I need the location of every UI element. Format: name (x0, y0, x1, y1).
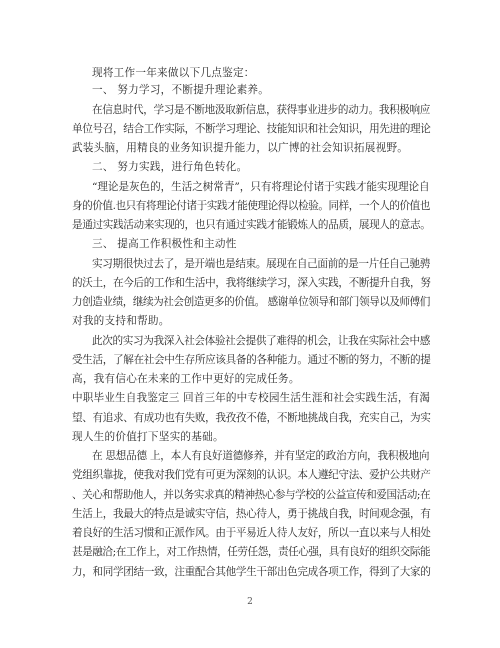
text-line: 现人生的价值打下坚实的基础。 (72, 431, 224, 443)
section-heading: 一、 努力学习，不断提升理论素养。 (92, 84, 270, 96)
text-line: 着良好的生活习惯和正派作风。由于平易近人待人友好，所以一直以来与人相处 (72, 527, 431, 539)
text-line: 在 思想品德 上，本人有良好道德修养，并有坚定的政治方向，我积极地向 (92, 450, 430, 462)
text-line: 的沃土，在今后的工作和生活中，我将继续学习，深入实践，不断提升自我，努 (72, 277, 431, 289)
text-line: 党组织靠拢，使我对我们党有可更为深刻的认识。本人遵纪守法、爱护公共财产 (72, 469, 431, 481)
text-line: 受生活，了解在社会中生存所应该具备的各种能力。通过不断的努力，不断的提 (72, 354, 431, 366)
section-heading: 三、 提高工作积极性和主动性 (92, 238, 237, 250)
text-line: 力，和同学团结一致，注重配合其他学生干部出色完成各项工作，得到了大家的 (72, 566, 431, 578)
section-title: 中职毕业生自我鉴定三 回首三年的中专校园生活生涯和社会实践生活，有渴 (72, 392, 431, 404)
text-line: 甚是融洽;在工作上，对工作热情，任劳任怨，责任心强，具有良好的组织交际能 (72, 546, 431, 558)
page-number: 2 (247, 597, 253, 607)
text-line: 生活上，我最大的特点是诚实守信，热心待人，勇于挑战自我，时间观念强，有 (72, 508, 431, 520)
text-line: 在信息时代，学习是不断地汲取新信息，获得事业进步的动力。我积极响应 (92, 104, 431, 116)
text-line: 力创造业绩，继续为社会创造更多的价值。 感谢单位领导和部门领导以及师傅们 (72, 296, 430, 308)
text-line: 实习期很快过去了，是开端也是结束。展现在自己面前的是一片任自己驰骋 (92, 258, 431, 270)
text-line: 是通过实践活动来实现的，也只有通过实践才能锻炼人的品质，展现人的意志。 (72, 219, 431, 231)
text-line: 、关心和帮助他人，并以务实求真的精神热心参与学校的公益宣传和爱国活动;在 (72, 489, 431, 501)
text-line: 此次的实习为我深入社会体验社会提供了难得的机会，让我在实际社会中感 (92, 335, 431, 347)
text-line: 望、有追求、有成功也有失败，我孜孜不倦，不断地挑战自我，充实自己，为实 (72, 412, 431, 424)
text-line: 身的价值.也只有将理论付诸于实践才能使理论得以检验。同样，一个人的价值也 (72, 200, 430, 212)
text-line: 对我的支持和帮助。 (72, 315, 170, 327)
text-line: 高，我有信心在未来的工作中更好的完成任务。 (72, 373, 300, 385)
section-heading: 二、 努力实践，进行角色转化。 (92, 161, 248, 173)
text-line: 现将工作一年来做以下几点鉴定： (92, 67, 255, 79)
text-line: “理论是灰色的，生活之树常青”，只有将理论付诸于实践才能实现理论自 (92, 181, 430, 193)
text-line: 武装头脑，用精良的业务知识提升能力，以广博的社会知识拓展视野。 (72, 142, 409, 154)
text-line: 单位号召，结合工作实际，不断学习理论、技能知识和社会知识，用先进的理论 (72, 123, 431, 135)
